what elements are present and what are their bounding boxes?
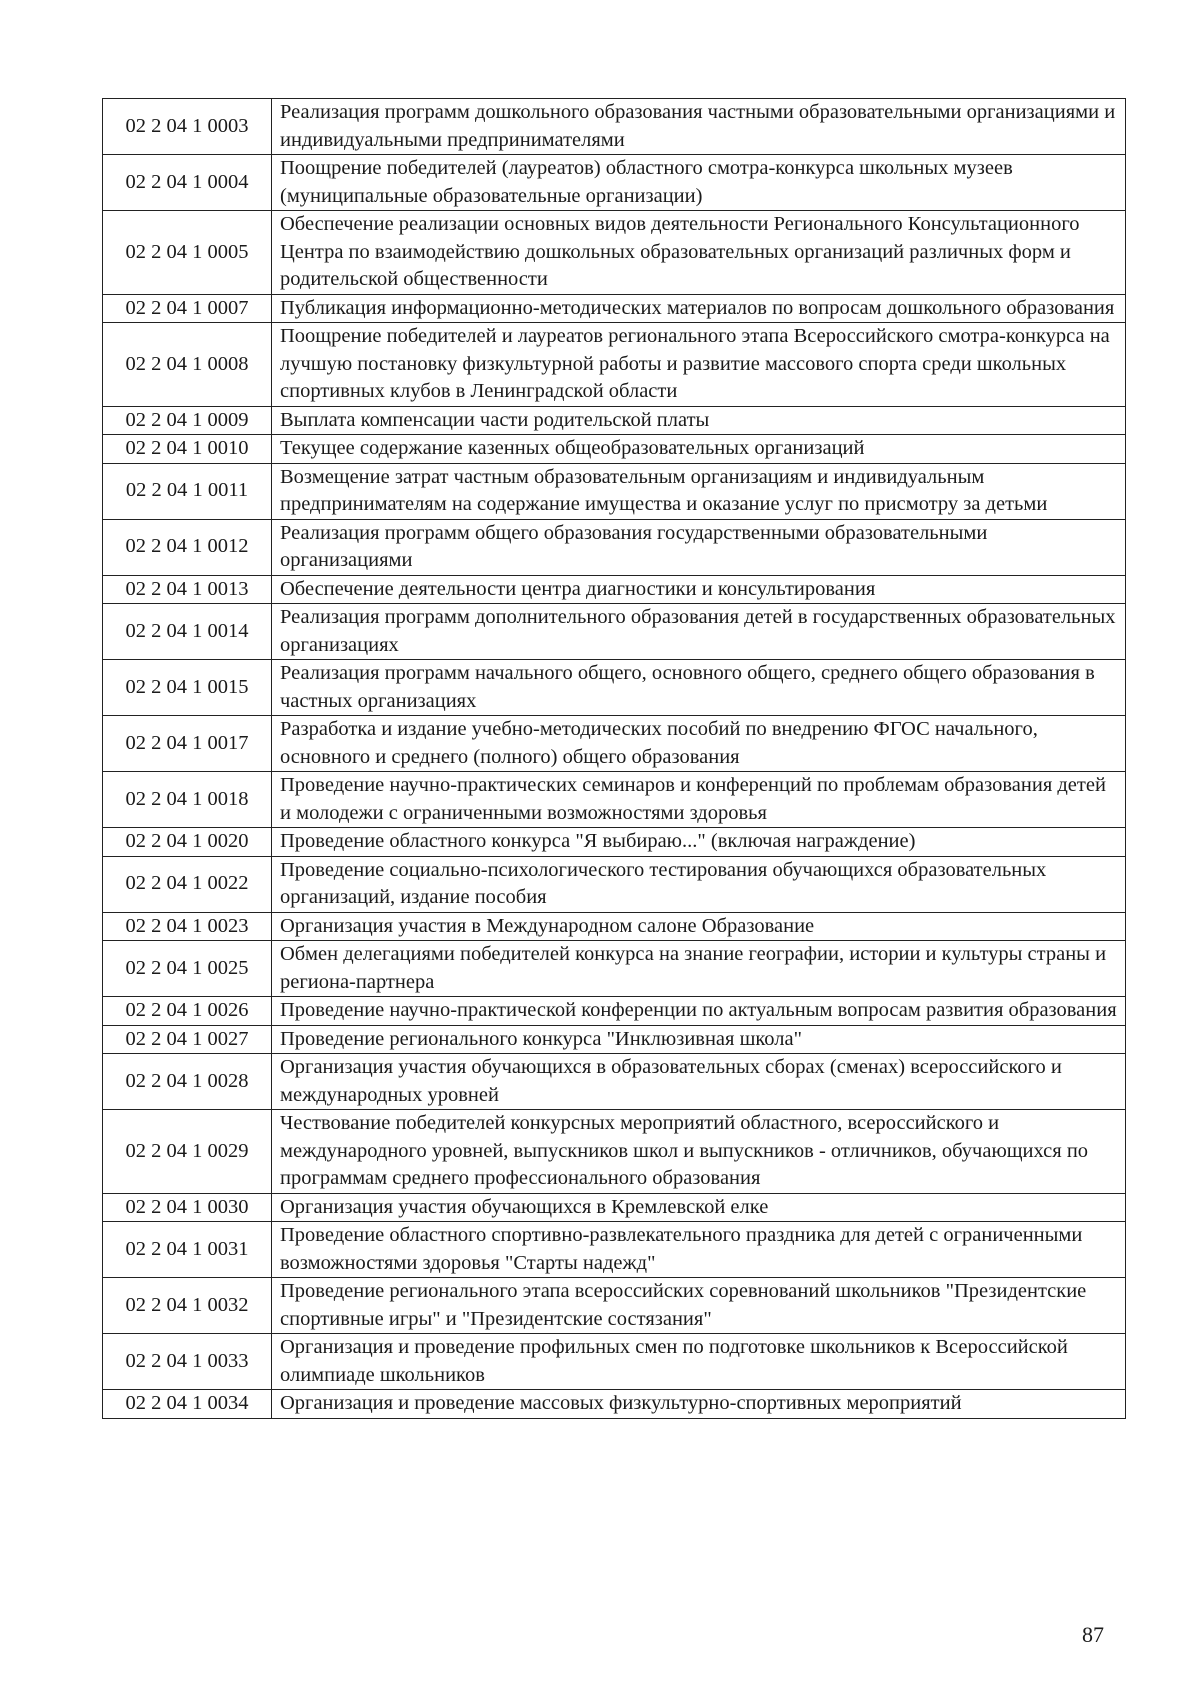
table-row bbox=[103, 660, 1126, 716]
table-row bbox=[103, 912, 1126, 941]
table-row bbox=[103, 1110, 1126, 1194]
table-row bbox=[103, 1278, 1126, 1334]
row-code-cell: 02 2 04 1 0010 bbox=[103, 435, 272, 464]
table-row bbox=[103, 294, 1126, 323]
row-code-cell: 02 2 04 1 0032 bbox=[103, 1278, 272, 1334]
row-description-cell: Проведение научно-практических семинаров и конференций по проблемам образования детей и молодежи с ограниченными возможностями здоровья bbox=[272, 772, 1126, 828]
table-row bbox=[103, 463, 1126, 519]
row-code-cell: 02 2 04 1 0025 bbox=[103, 941, 272, 997]
table-body bbox=[103, 99, 1126, 1419]
row-code-cell: 02 2 04 1 0029 bbox=[103, 1110, 272, 1194]
row-description-cell: Обеспечение деятельности центра диагностики и консультирования bbox=[272, 575, 1126, 604]
table-row bbox=[103, 211, 1126, 295]
row-description-cell: Проведение областного конкурса "Я выбираю..." (включая награждение) bbox=[272, 828, 1126, 857]
row-description-cell: Поощрение победителей (лауреатов) областного смотра-конкурса школьных музеев (муниципальные образовательные организации) bbox=[272, 155, 1126, 211]
row-code-cell: 02 2 04 1 0033 bbox=[103, 1334, 272, 1390]
row-description-cell: Чествование победителей конкурсных мероприятий областного, всероссийского и международного уровней, выпускников школ и выпускников - отличников, обучающихся по программам среднего профессионального образования bbox=[272, 1110, 1126, 1194]
row-code-cell: 02 2 04 1 0022 bbox=[103, 856, 272, 912]
row-code-cell: 02 2 04 1 0011 bbox=[103, 463, 272, 519]
table-row bbox=[103, 435, 1126, 464]
row-description-cell: Текущее содержание казенных общеобразовательных организаций bbox=[272, 435, 1126, 464]
table-row bbox=[103, 1025, 1126, 1054]
table-row bbox=[103, 575, 1126, 604]
row-description-cell: Возмещение затрат частным образовательным организациям и индивидуальным предпринимателям на содержание имущества и оказание услуг по присмотру за детьми bbox=[272, 463, 1126, 519]
row-description-cell: Реализация программ дополнительного образования детей в государственных образовательных организациях bbox=[272, 604, 1126, 660]
row-description-cell: Проведение регионального этапа всероссийских соревнований школьников "Президентские спортивные игры" и "Президентские состязания" bbox=[272, 1278, 1126, 1334]
row-description-cell: Организация участия обучающихся в образовательных сборах (сменах) всероссийского и международных уровней bbox=[272, 1054, 1126, 1110]
table-row bbox=[103, 828, 1126, 857]
table-row bbox=[103, 1222, 1126, 1278]
row-description-cell: Организация и проведение профильных смен по подготовке школьников к Всероссийской олимпиаде школьников bbox=[272, 1334, 1126, 1390]
row-code-cell: 02 2 04 1 0017 bbox=[103, 716, 272, 772]
table-row bbox=[103, 1334, 1126, 1390]
row-description-cell: Обмен делегациями победителей конкурса на знание географии, истории и культуры страны и региона-партнера bbox=[272, 941, 1126, 997]
table-row bbox=[103, 99, 1126, 155]
row-description-cell: Проведение областного спортивно-развлекательного праздника для детей с ограниченными возможностями здоровья "Старты надежд" bbox=[272, 1222, 1126, 1278]
table-row bbox=[103, 941, 1126, 997]
table-row bbox=[103, 856, 1126, 912]
row-code-cell: 02 2 04 1 0004 bbox=[103, 155, 272, 211]
table-row bbox=[103, 406, 1126, 435]
row-description-cell: Обеспечение реализации основных видов деятельности Регионального Консультационного Центра по взаимодействию дошкольных образовательных организаций различных форм и родительской общественности bbox=[272, 211, 1126, 295]
row-description-cell: Реализация программ дошкольного образования частными образовательными организациями и индивидуальными предпринимателями bbox=[272, 99, 1126, 155]
table-row bbox=[103, 155, 1126, 211]
row-code-cell: 02 2 04 1 0034 bbox=[103, 1390, 272, 1419]
row-code-cell: 02 2 04 1 0031 bbox=[103, 1222, 272, 1278]
table-row bbox=[103, 1193, 1126, 1222]
table-row bbox=[103, 604, 1126, 660]
row-code-cell: 02 2 04 1 0023 bbox=[103, 912, 272, 941]
row-code-cell: 02 2 04 1 0026 bbox=[103, 997, 272, 1026]
row-code-cell: 02 2 04 1 0012 bbox=[103, 519, 272, 575]
row-description-cell: Проведение регионального конкурса "Инклюзивная школа" bbox=[272, 1025, 1126, 1054]
row-code-cell: 02 2 04 1 0018 bbox=[103, 772, 272, 828]
row-description-cell: Проведение социально-психологического тестирования обучающихся образовательных организаций, издание пособия bbox=[272, 856, 1126, 912]
table-row bbox=[103, 1054, 1126, 1110]
row-code-cell: 02 2 04 1 0013 bbox=[103, 575, 272, 604]
row-description-cell: Реализация программ начального общего, основного общего, среднего общего образования в частных организациях bbox=[272, 660, 1126, 716]
row-description-cell: Выплата компенсации части родительской платы bbox=[272, 406, 1126, 435]
table-row bbox=[103, 323, 1126, 407]
row-code-cell: 02 2 04 1 0030 bbox=[103, 1193, 272, 1222]
row-description-cell: Организация и проведение массовых физкультурно-спортивных мероприятий bbox=[272, 1390, 1126, 1419]
row-code-cell: 02 2 04 1 0008 bbox=[103, 323, 272, 407]
table-row bbox=[103, 716, 1126, 772]
page-number: 87 bbox=[1082, 1622, 1104, 1647]
row-description-cell: Разработка и издание учебно-методических пособий по внедрению ФГОС начального, основного и среднего (полного) общего образования bbox=[272, 716, 1126, 772]
table-row bbox=[103, 772, 1126, 828]
row-code-cell: 02 2 04 1 0007 bbox=[103, 294, 272, 323]
target-articles-table bbox=[102, 98, 1126, 1419]
row-code-cell: 02 2 04 1 0015 bbox=[103, 660, 272, 716]
row-description-cell: Проведение научно-практической конференции по актуальным вопросам развития образования bbox=[272, 997, 1126, 1026]
table-row bbox=[103, 997, 1126, 1026]
row-code-cell: 02 2 04 1 0020 bbox=[103, 828, 272, 857]
row-description-cell: Публикация информационно-методических материалов по вопросам дошкольного образования bbox=[272, 294, 1126, 323]
row-description-cell: Организация участия обучающихся в Кремлевской елке bbox=[272, 1193, 1126, 1222]
row-code-cell: 02 2 04 1 0005 bbox=[103, 211, 272, 295]
row-description-cell: Поощрение победителей и лауреатов регионального этапа Всероссийского смотра-конкурса на лучшую постановку физкультурной работы и развитие массового спорта среди школьных спортивных клубов в Ленинградской области bbox=[272, 323, 1126, 407]
row-code-cell: 02 2 04 1 0014 bbox=[103, 604, 272, 660]
row-code-cell: 02 2 04 1 0027 bbox=[103, 1025, 272, 1054]
row-code-cell: 02 2 04 1 0009 bbox=[103, 406, 272, 435]
row-description-cell: Реализация программ общего образования государственными образовательными организациями bbox=[272, 519, 1126, 575]
row-description-cell: Организация участия в Международном салоне Образование bbox=[272, 912, 1126, 941]
table-row bbox=[103, 519, 1126, 575]
row-code-cell: 02 2 04 1 0003 bbox=[103, 99, 272, 155]
table-row bbox=[103, 1390, 1126, 1419]
row-code-cell: 02 2 04 1 0028 bbox=[103, 1054, 272, 1110]
